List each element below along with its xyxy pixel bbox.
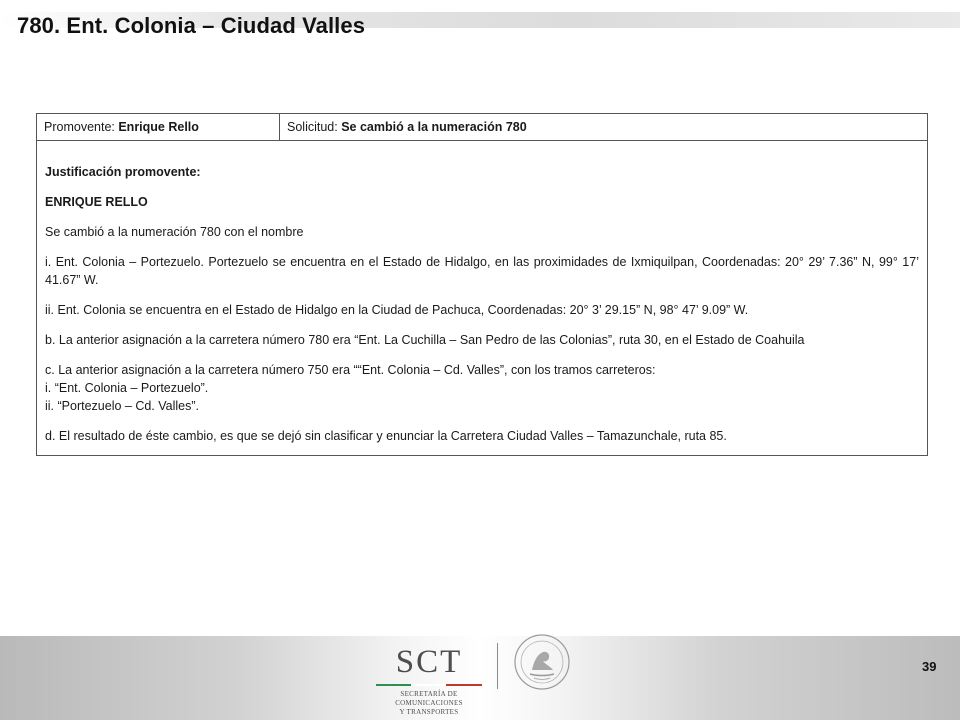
promovente-value: Enrique Rello [118, 120, 199, 134]
sct-logo-line-1: SECRETARÍA DE [400, 690, 458, 698]
sct-logo-mark: SCT [395, 644, 463, 680]
paragraph-ent-colonia: ii. Ent. Colonia se encuentra en el Estado de Hidalgo en la Ciudad de Pachuca, Coordenadas: 20° 3’ 29.15” N, 98° 47’ 9.09” W. [45, 303, 749, 317]
promovente-cell [37, 114, 280, 140]
sct-logo-rule [376, 684, 482, 686]
paragraph-tramo-2: ii. “Portezuelo – Cd. Valles”. [45, 399, 199, 413]
table-header-row [37, 114, 927, 141]
slide-title: 780. Ent. Colonia – Ciudad Valles [17, 13, 366, 38]
promovente-name-heading: ENRIQUE RELLO [45, 195, 148, 209]
justification-cell [37, 141, 927, 455]
promovente-label: Promovente: [44, 120, 119, 134]
solicitud-value: Se cambió a la numeración 780 [341, 120, 527, 134]
paragraph-previous-780: b. La anterior asignación a la carretera número 780 era “Ent. La Cuchilla – San Pedro de las Colonias”, ruta 30, en el Estado de Coahuila [45, 333, 805, 347]
paragraph-portezuelo: i. Ent. Colonia – Portezuelo. Portezuelo se encuentra en el Estado de Hidalgo, en las proximidades de Ixmiquilpan, Coordenadas: 20° 29’ 7.36” N, 99° 17’ 41.67” W. [45, 255, 919, 287]
solicitud-label: Solicitud: [287, 120, 342, 134]
request-table [36, 113, 928, 456]
paragraph-result: d. El resultado de éste cambio, es que se dejó sin clasificar y enunciar la Carretera Ciudad Valles – Tamazunchale, ruta 85. [45, 429, 727, 443]
mexican-coat-of-arms-icon [512, 632, 572, 692]
sct-logo-line-3: Y TRANSPORTES [399, 708, 459, 716]
paragraph-tramo-1: i. “Ent. Colonia – Portezuelo”. [45, 381, 209, 395]
paragraph-previous-750: c. La anterior asignación a la carretera número 750 era ““Ent. Colonia – Cd. Valles”, con los tramos carreteros: [45, 363, 656, 377]
justification-heading: Justificación promovente: [45, 165, 201, 179]
solicitud-cell [280, 114, 927, 140]
logo-divider [497, 643, 498, 689]
sct-logo [372, 640, 486, 718]
page-number: 39 [922, 659, 937, 674]
paragraph-renumbering: Se cambió a la numeración 780 con el nombre [45, 225, 304, 239]
sct-logo-line-2: COMUNICACIONES [395, 699, 463, 707]
